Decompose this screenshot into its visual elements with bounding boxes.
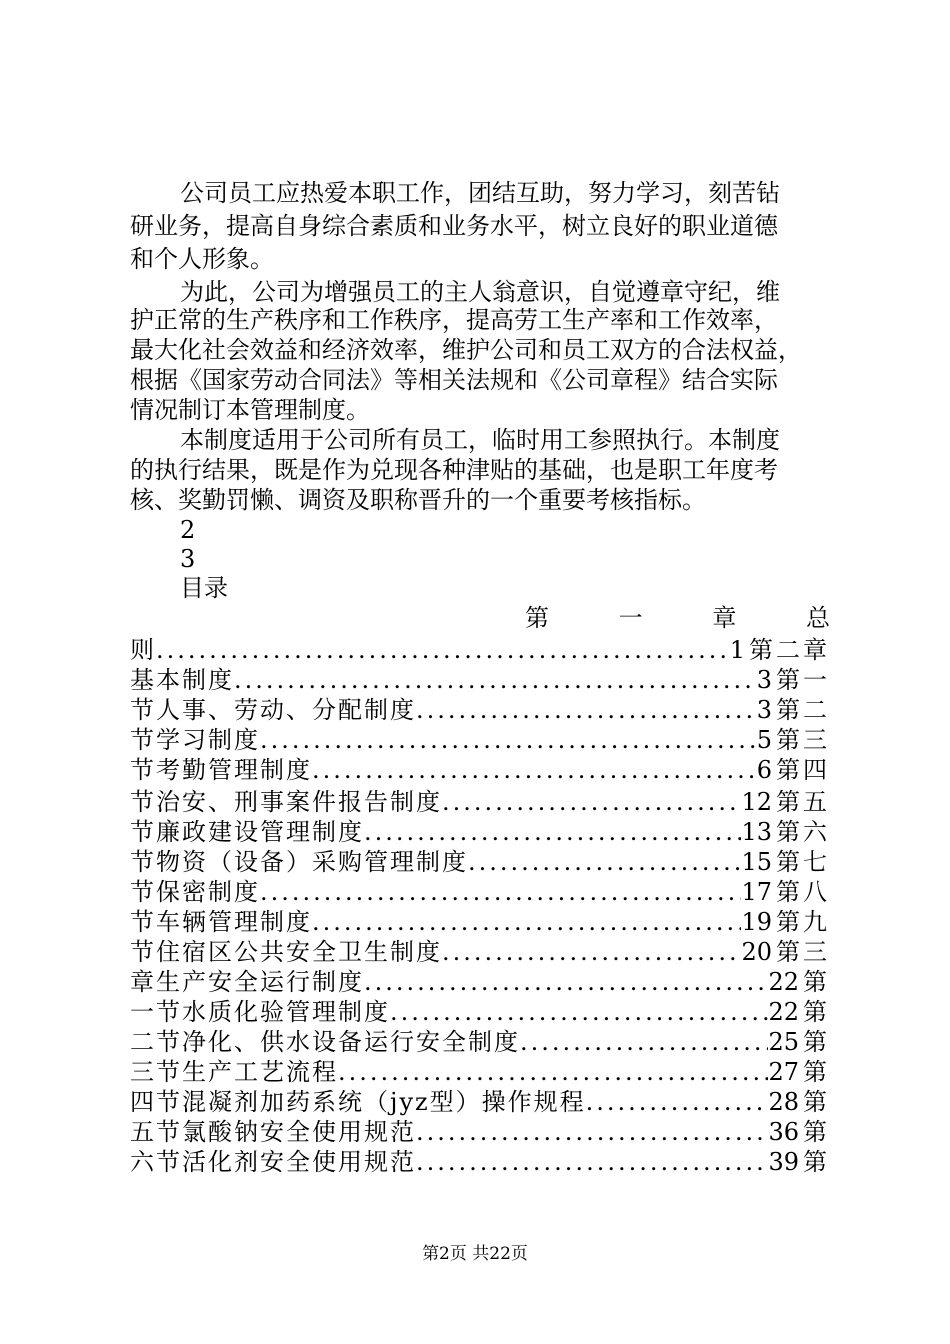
toc-entry-continuation: 第五 [776,788,830,816]
toc-entry-page: 13 [741,818,772,846]
toc-entry-title: 一节水质化验管理制度 [130,998,390,1026]
toc-entry-continuation: 第 [803,968,830,996]
toc-leader-dots [338,1056,768,1089]
toc-head-char: 一 [618,604,643,632]
paragraph-line: 情况制订本管理制度。 [130,396,370,424]
toc-entry-page: 17 [741,878,772,906]
toc-entry-continuation: 第二章 [749,636,830,664]
toc-entry-continuation: 第六 [776,818,830,846]
toc-leader-dots [260,876,741,909]
toc-entry[interactable] [130,1146,830,1179]
toc-entry[interactable] [130,664,830,697]
toc-entry-continuation: 第 [803,1028,830,1056]
toc-entry-page: 19 [741,908,772,936]
toc-entry-page: 3 [756,666,772,694]
toc-entry-page: 28 [768,1088,799,1116]
toc-entry-title: 节物资（设备）采购管理制度 [130,848,468,876]
toc-entry[interactable] [130,634,830,667]
paragraph-line: 研业务，提高自身综合素质和业务水平，树立良好的职业道德 [130,212,778,240]
paragraph-line: 根据《国家劳动合同法》等相关法规和《公司章程》结合实际 [130,366,778,394]
toc-entry-continuation: 第 [803,998,830,1026]
toc-entry-title: 节治安、刑事案件报告制度 [130,788,442,816]
toc-entry-title: 节车辆管理制度 [130,908,312,936]
toc-head-char: 章 [712,604,737,632]
toc-entry-continuation: 第 [803,1058,830,1086]
toc-entry-page: 25 [768,1028,799,1056]
toc-entry[interactable] [130,1026,830,1059]
toc-entry-page: 12 [741,788,772,816]
toc-title: 目录 [180,574,228,602]
toc-entry-page: 22 [768,968,799,996]
toc-entry-title: 节人事、劳动、分配制度 [130,696,416,724]
toc-entry[interactable] [130,996,830,1029]
toc-entry-continuation: 第八 [776,878,830,906]
toc-leader-dots [442,936,741,969]
toc-entry-page: 27 [768,1058,799,1086]
toc-entry-title: 节学习制度 [130,726,260,754]
toc-leader-dots [312,906,741,939]
toc-leader-dots [416,1116,768,1149]
toc-entry[interactable] [130,1116,830,1149]
toc-entry-continuation: 第 [803,1088,830,1116]
paragraph-line: 为此，公司为增强员工的主人翁意识，自觉遵章守纪，维 [180,278,780,306]
toc-entry-continuation: 第四 [776,756,830,784]
toc-entry[interactable] [130,846,830,879]
paragraph-line: 公司员工应热爱本职工作，团结互助，努力学习，刻苦钻 [180,179,780,207]
toc-entry-title: 节廉政建设管理制度 [130,818,364,846]
toc-entry-page: 3 [756,696,772,724]
toc-entry-title: 二节净化、供水设备运行安全制度 [130,1028,520,1056]
toc-leader-dots [416,694,757,727]
toc-entry-title: 章生产安全运行制度 [130,968,364,996]
toc-entry-title: 六节活化剂安全使用规范 [130,1148,416,1176]
toc-head-char: 总 [805,604,830,632]
paragraph-line: 护正常的生产秩序和工作秩序，提高劳工生产率和工作效率， [130,306,778,334]
toc-entry-title: 基本制度 [130,666,234,694]
toc-entry[interactable] [130,876,830,909]
toc-entry-continuation: 第三 [776,938,830,966]
toc-leader-dots [156,634,730,667]
toc-entry-continuation: 第 [803,1148,830,1176]
paragraph-line: 的执行结果，既是作为兑现各种津贴的基础，也是职工年度考 [130,456,778,484]
toc-entry[interactable] [130,1086,830,1119]
toc-head-char: 第 [525,604,549,632]
toc-leader-dots [416,1146,768,1179]
toc-entry[interactable] [130,906,830,939]
toc-leader-dots [364,966,768,999]
paragraph-line: 核、奖勤罚懒、调资及职称晋升的一个重要考核指标。 [130,486,706,514]
toc-entry-title: 五节氯酸钠安全使用规范 [130,1118,416,1146]
toc-entry-page: 5 [756,726,772,754]
toc-leader-dots [390,996,768,1029]
toc-entry-title: 三节生产工艺流程 [130,1058,338,1086]
toc-entry-continuation: 第九 [776,908,830,936]
toc-entry[interactable] [130,1056,830,1089]
paragraph-line: 本制度适用于公司所有员工，临时用工参照执行。本制度 [180,426,780,454]
toc-entry[interactable] [130,966,830,999]
toc-entry-page: 1 [729,636,745,664]
toc-entry[interactable] [130,724,830,757]
toc-entry-page: 36 [768,1118,799,1146]
toc-entry-page: 22 [768,998,799,1026]
toc-entry-page: 20 [741,938,772,966]
page-footer: 第2页 共22页 [422,1244,528,1264]
toc-entry-page: 15 [741,848,772,876]
paragraph-line: 和个人形象。 [130,245,274,273]
toc-leader-dots [586,1086,769,1119]
page-number-marker: 3 [180,545,196,573]
toc-entry-page: 39 [768,1148,799,1176]
paragraph-line: 最大化社会效益和经济效率，维护公司和员工双方的合法权益， [130,336,802,364]
toc-entry-title: 四节混凝剂加药系统（jyz型）操作规程 [130,1088,586,1116]
toc-entry-title: 节保密制度 [130,878,260,906]
toc-leader-dots [364,816,741,849]
toc-entry-title: 节考勤管理制度 [130,756,312,784]
toc-entry-continuation: 第三 [776,726,830,754]
page-number-marker: 2 [180,516,196,544]
toc-leader-dots [468,846,741,879]
toc-leader-dots [442,786,741,819]
toc-entry[interactable] [130,786,830,819]
toc-entry[interactable] [130,816,830,849]
toc-leader-dots [234,664,757,697]
toc-entry[interactable] [130,754,830,787]
toc-entry-continuation: 第二 [776,696,830,724]
toc-entry[interactable] [130,936,830,969]
toc-entry-page: 6 [756,756,772,784]
toc-entry-continuation: 第 [803,1118,830,1146]
toc-entry-continuation: 第七 [776,848,830,876]
toc-leader-dots [260,724,757,757]
toc-entry-continuation: 第一 [776,666,830,694]
toc-leader-dots [520,1026,768,1059]
toc-entry[interactable] [130,694,830,727]
toc-entry-title: 则 [130,636,156,664]
toc-chapter-heading [525,602,830,635]
toc-leader-dots [312,754,757,787]
toc-entry-title: 节住宿区公共安全卫生制度 [130,938,442,966]
